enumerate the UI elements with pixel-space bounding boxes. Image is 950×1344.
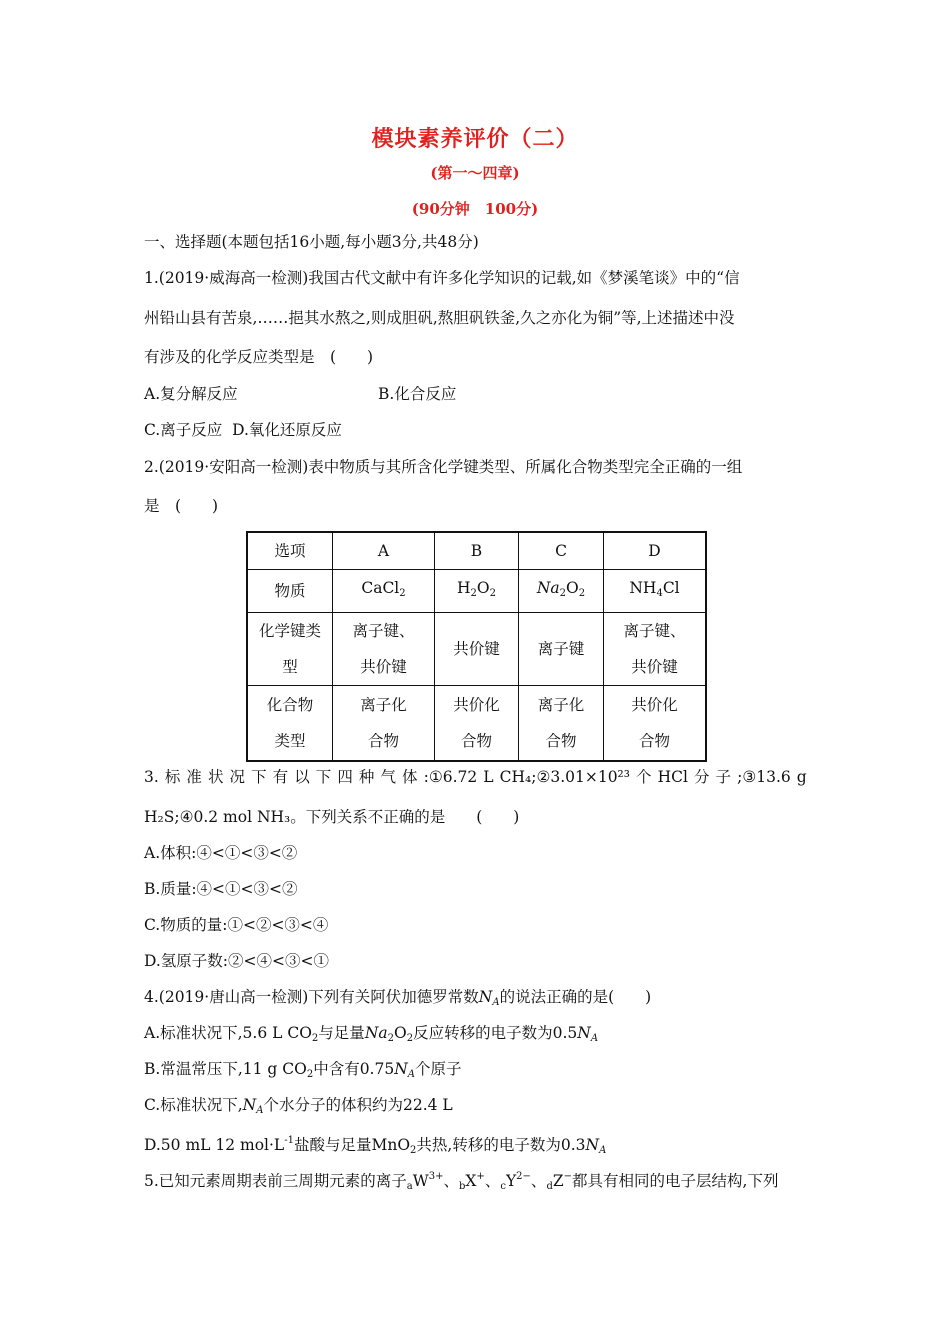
table-cell bbox=[435, 570, 519, 613]
q1-stem-line-1: 1.(2019·威海高一检测)我国古代文献中有许多化学知识的记载,如《梦溪笔谈》中的“信 bbox=[144, 269, 740, 287]
word: CH₄;②3.01×10²³ bbox=[499, 768, 630, 786]
q1-option-b: B.化合反应 bbox=[378, 385, 457, 403]
text: 的说法正确的是( ) bbox=[499, 988, 652, 1006]
text: D.50 mL 12 mol·L bbox=[144, 1136, 285, 1154]
table-cell bbox=[519, 686, 604, 762]
formula-sub: 2 bbox=[489, 588, 496, 599]
text: 都具有相同的电子层结构,下列 bbox=[572, 1172, 779, 1190]
word: 体 bbox=[402, 768, 418, 786]
q3-stem-line-2: H₂S;④0.2 mol NH₃。下列关系不正确的是 ( ) bbox=[144, 808, 520, 826]
table-cell: A bbox=[333, 532, 435, 570]
word: HCl bbox=[657, 768, 688, 786]
table-row bbox=[247, 570, 706, 613]
word: 分 bbox=[693, 768, 710, 786]
formula-sub: 2 bbox=[306, 1069, 314, 1080]
word: 状 bbox=[207, 768, 224, 786]
cell-text: 离子键、共价键 bbox=[352, 622, 415, 676]
formula-sub: 2 bbox=[410, 1145, 417, 1156]
q1-option-c: C.离子反应 bbox=[144, 421, 223, 439]
text: C.标准状况下, bbox=[144, 1096, 243, 1114]
formula-sub: 2 bbox=[399, 588, 406, 599]
formula-part: O bbox=[566, 579, 579, 597]
q1-stem-line-2: 州铅山县有苦泉,……挹其水熬之,则成胆矾,熬胆矾铁釜,久之亦化为铜”等,上述描述中没 bbox=[144, 309, 735, 327]
table-cell bbox=[333, 613, 435, 686]
q3-option-d: D.氢原子数:②<④<③<① bbox=[144, 952, 329, 970]
word: 子 bbox=[715, 768, 732, 786]
na-symbol: N bbox=[577, 1024, 591, 1042]
formula-part: H bbox=[457, 579, 471, 597]
q1-stem-line-3: 有涉及的化学反应类型是 ( ) bbox=[144, 348, 374, 366]
word: 标 bbox=[164, 768, 181, 786]
text: 个水分子的体积约为22.4 L bbox=[263, 1096, 453, 1114]
table-cell bbox=[333, 570, 435, 613]
text: 中含有0.75 bbox=[313, 1060, 395, 1078]
section-heading: 一、选择题(本题包括16小题,每小题3分,共48分) bbox=[144, 233, 479, 251]
word: 3. bbox=[144, 768, 159, 786]
q3-option-b: B.质量:④<①<③<② bbox=[144, 880, 298, 898]
table-cell bbox=[333, 686, 435, 762]
page-title: 模块素养评价（二） bbox=[371, 126, 579, 152]
text: 个原子 bbox=[415, 1060, 462, 1078]
formula-sub: 4 bbox=[656, 588, 663, 599]
table-cell bbox=[604, 570, 707, 613]
chapter-range: (第一～四章) bbox=[430, 164, 520, 182]
table-cell: C bbox=[519, 532, 604, 570]
table-cell bbox=[604, 686, 707, 762]
superscript: -1 bbox=[284, 1135, 294, 1146]
formula-sub: 2 bbox=[559, 588, 567, 599]
table-cell bbox=[435, 686, 519, 762]
cell-text: 离子化合物 bbox=[537, 696, 585, 750]
q4-stem bbox=[144, 987, 651, 1013]
table-cell: 离子键 bbox=[519, 613, 604, 686]
na-symbol: N bbox=[585, 1136, 600, 1154]
q2-stem-line-2: 是 ( ) bbox=[144, 497, 219, 515]
na-sub: A bbox=[256, 1105, 264, 1116]
cell-text: 化学键类型 bbox=[259, 622, 322, 676]
text: A.标准状况下,5.6 L CO bbox=[144, 1024, 312, 1042]
na-sub: A bbox=[599, 1145, 607, 1156]
table-row bbox=[247, 613, 706, 686]
q3-option-a: A.体积:④<①<③<② bbox=[144, 844, 298, 862]
formula-sub: 2 bbox=[387, 1033, 394, 1044]
na-symbol: N bbox=[394, 1060, 408, 1078]
q2-stem-line-1: 2.(2019·安阳高一检测)表中物质与其所含化学键类型、所属化合物类型完全正确的一组 bbox=[144, 458, 743, 476]
table-cell bbox=[604, 613, 707, 686]
cell-text: 离子键、共价键 bbox=[623, 622, 686, 676]
word: 下 bbox=[251, 768, 267, 786]
formula-sub: 2 bbox=[470, 588, 477, 599]
na-sub: A bbox=[407, 1069, 415, 1080]
formula-sub: 2 bbox=[311, 1033, 319, 1044]
q4-option-a bbox=[144, 1023, 598, 1049]
word: 有 bbox=[272, 768, 289, 786]
table-cell: B bbox=[435, 532, 519, 570]
formula-part: O bbox=[476, 579, 490, 597]
table-cell bbox=[247, 613, 333, 686]
formula-sub: 2 bbox=[578, 588, 586, 599]
formula-part: Na bbox=[364, 1024, 388, 1042]
formula-part: Cl bbox=[662, 579, 680, 597]
text: B.常温常压下,11 g CO bbox=[144, 1060, 307, 1078]
formula-part: NH bbox=[629, 579, 657, 597]
na-sub: A bbox=[590, 1033, 599, 1044]
text: 5.已知元素周期表前三周期元素的离子 bbox=[144, 1172, 407, 1190]
word: g bbox=[796, 768, 807, 786]
text: 与足量 bbox=[318, 1024, 365, 1042]
text: 4.(2019·唐山高一检测)下列有关阿伏加德罗常数 bbox=[144, 988, 479, 1006]
table-cell: 物质 bbox=[247, 570, 333, 613]
q2-table bbox=[246, 531, 707, 762]
word: :①6.72 bbox=[423, 768, 478, 786]
word: ;③13.6 bbox=[737, 768, 791, 786]
q1-option-a: A.复分解反应 bbox=[144, 385, 238, 403]
q3-option-c: C.物质的量:①<②<③<④ bbox=[144, 916, 329, 934]
table-cell bbox=[247, 686, 333, 762]
q3-stem-line-1 bbox=[144, 767, 807, 787]
q4-option-d bbox=[144, 1131, 606, 1161]
text: 共热,转移的电子数为0.3 bbox=[416, 1136, 586, 1154]
formula-part: CaCl bbox=[361, 579, 400, 597]
formula-sub: 2 bbox=[406, 1033, 414, 1044]
table-row bbox=[247, 532, 706, 570]
cell-text: 化合物类型 bbox=[266, 696, 314, 750]
table-cell: 选项 bbox=[247, 532, 333, 570]
word: 况 bbox=[229, 768, 246, 786]
q4-option-c bbox=[144, 1095, 453, 1121]
q1-options-cd bbox=[144, 420, 342, 440]
word: 以 bbox=[294, 768, 310, 786]
cell-text: 离子化合物 bbox=[360, 696, 407, 750]
word: 个 bbox=[636, 768, 652, 786]
text: 反应转移的电子数为0.5 bbox=[413, 1024, 578, 1042]
na-symbol: N bbox=[478, 988, 493, 1006]
cell-text: 共价化合物 bbox=[631, 696, 678, 750]
table-cell: 共价键 bbox=[435, 613, 519, 686]
table-cell: D bbox=[604, 532, 707, 570]
q4-option-b bbox=[144, 1059, 462, 1085]
word: 种 bbox=[358, 768, 375, 786]
formula-part: Na bbox=[536, 579, 560, 597]
table-cell bbox=[519, 570, 604, 613]
q1-option-d: D.氧化还原反应 bbox=[232, 421, 342, 439]
word: 四 bbox=[337, 768, 353, 786]
cell-text: 共价化合物 bbox=[453, 696, 500, 750]
na-symbol: N bbox=[242, 1096, 257, 1114]
word: 准 bbox=[186, 768, 202, 786]
word: 气 bbox=[380, 768, 396, 786]
text: 盐酸与足量MnO bbox=[293, 1136, 411, 1154]
formula-part: O bbox=[394, 1024, 407, 1042]
word: L bbox=[483, 768, 494, 786]
table-row bbox=[247, 686, 706, 762]
word: 下 bbox=[315, 768, 332, 786]
time-score: (90分钟 100分) bbox=[411, 200, 539, 218]
na-sub: A bbox=[492, 997, 500, 1008]
q5-stem: 5.已知元素周期表前三周期元素的离子$_aW^{3+}$、$_b$X+、$_cY^{2-}$、$_d$Z−都具有相同的电子层结构,下列 bbox=[144, 1171, 779, 1192]
